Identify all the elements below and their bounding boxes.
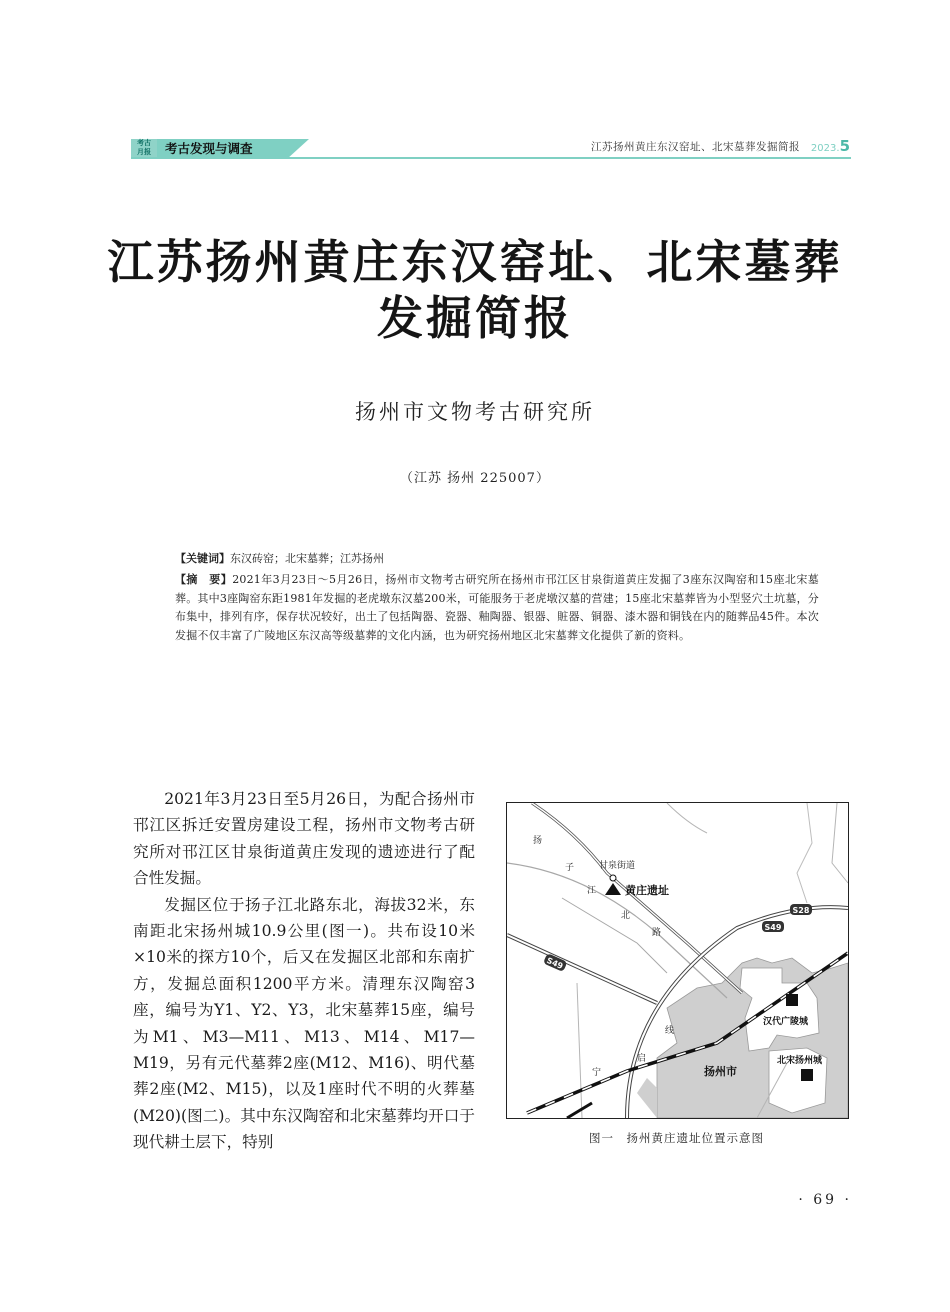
journal-badge: 考古 月报 bbox=[131, 139, 157, 159]
section-tab-corner bbox=[287, 139, 309, 159]
svg-text:路: 路 bbox=[652, 928, 662, 938]
body-text bbox=[133, 786, 475, 1156]
abstract-label: 【摘 要】 bbox=[175, 573, 233, 586]
svg-text:江: 江 bbox=[587, 886, 597, 896]
svg-text:子: 子 bbox=[565, 863, 575, 873]
minor-road-5 bbox=[832, 803, 848, 883]
svg-text:扬: 扬 bbox=[533, 836, 543, 846]
svg-text:启: 启 bbox=[637, 1054, 647, 1064]
author-address: （江苏 扬州 225007） bbox=[400, 471, 550, 486]
svg-text:北宋扬州城: 北宋扬州城 bbox=[777, 1056, 823, 1066]
han-city-square-icon bbox=[786, 994, 798, 1006]
minor-road-4 bbox=[667, 803, 707, 833]
body-paragraph-2: 发掘区位于扬子江北路东北，海拔32米，东南距北宋扬州城10.9公里(图一)。共布设10米×10米的探方10个，后又在发掘区北部和东南扩方，发掘总面积1200平方米。清理东汉陶窑3座，编号为Y1、Y2、Y3，北宋墓葬15座，编号为M1、M3—M11、M13、M14、M17—M19，另有元代墓葬2座(M12、M16)、明代墓葬2座(M2、M15)，以及1座时代不明的火葬墓(M20)(图二)。其中东汉陶窑和北宋墓葬均开口于现代耕土层下，特别 bbox=[133, 895, 475, 1152]
svg-text:线: 线 bbox=[665, 1026, 675, 1036]
canal bbox=[797, 803, 812, 903]
minor-road-3 bbox=[577, 983, 582, 1118]
keywords bbox=[175, 549, 815, 568]
abstract bbox=[175, 571, 819, 645]
railway-branch bbox=[567, 1103, 592, 1118]
header-rule bbox=[131, 157, 851, 159]
svg-text:宁: 宁 bbox=[592, 1068, 602, 1078]
author: 扬州市文物考古研究所 bbox=[355, 400, 595, 424]
issue-number: 2023.5 bbox=[810, 137, 850, 155]
figure-caption: 图一 扬州黄庄遗址位置示意图 bbox=[589, 1131, 764, 1145]
ganquan-marker bbox=[610, 875, 616, 881]
urban-patch bbox=[637, 1078, 657, 1118]
keywords-text: 东汉砖窑；北宋墓葬；江苏扬州 bbox=[230, 552, 384, 565]
article-title-line1: 江苏扬州黄庄东汉窑址、北宋墓葬 bbox=[107, 235, 843, 289]
keywords-label: 【关键词】 bbox=[175, 552, 230, 565]
location-map bbox=[506, 802, 849, 1119]
svg-text:S49: S49 bbox=[545, 955, 565, 972]
svg-text:北: 北 bbox=[621, 911, 631, 921]
section-label: 考古发现与调查 bbox=[157, 139, 287, 159]
svg-text:扬州市: 扬州市 bbox=[704, 1065, 737, 1078]
article-title-line2: 发掘简报 bbox=[377, 291, 573, 345]
body-paragraph-1: 2021年3月23日至5月26日，为配合扬州市邗江区拆迁安置房建设工程，扬州市文物考古研究所对邗江区甘泉街道黄庄发现的遗迹进行了配合性发掘。 bbox=[133, 790, 475, 888]
page-number: · 69 · bbox=[798, 1192, 852, 1208]
song-city-square-icon bbox=[801, 1069, 813, 1081]
svg-text:汉代广陵城: 汉代广陵城 bbox=[763, 1017, 809, 1027]
svg-text:S28: S28 bbox=[792, 906, 810, 915]
abstract-text: 2021年3月23日～5月26日，扬州市文物考古研究所在扬州市邗江区甘泉街道黄庄发掘了3座东汉陶窑和15座北宋墓葬。其中3座陶窑东距1981年发掘的老虎墩东汉墓200米，可能服务于老虎墩汉墓的营建；15座北宋墓葬皆为小型竖穴土坑墓，分布集中，排列有序，保存状况较好，出土了包括陶器、瓷器、釉陶器、银器、賍器、铜器、漆木器和铜钱在内的随葬品45件。本次发掘不仅丰富了广陵地区东汉高等级墓葬的文化内涵，也为研究扬州地区北宋墓葬文化提供了新的资料。 bbox=[175, 573, 819, 642]
svg-text:甘泉街道: 甘泉街道 bbox=[599, 861, 636, 871]
running-title: 江苏扬州黄庄东汉窑址、北宋墓葬发掘简报 bbox=[591, 141, 800, 153]
svg-text:S49: S49 bbox=[764, 923, 782, 932]
svg-text:黄庄遗址: 黄庄遗址 bbox=[625, 884, 669, 897]
s49-road-shield-east bbox=[762, 921, 784, 932]
s28-road-shield bbox=[790, 904, 812, 915]
